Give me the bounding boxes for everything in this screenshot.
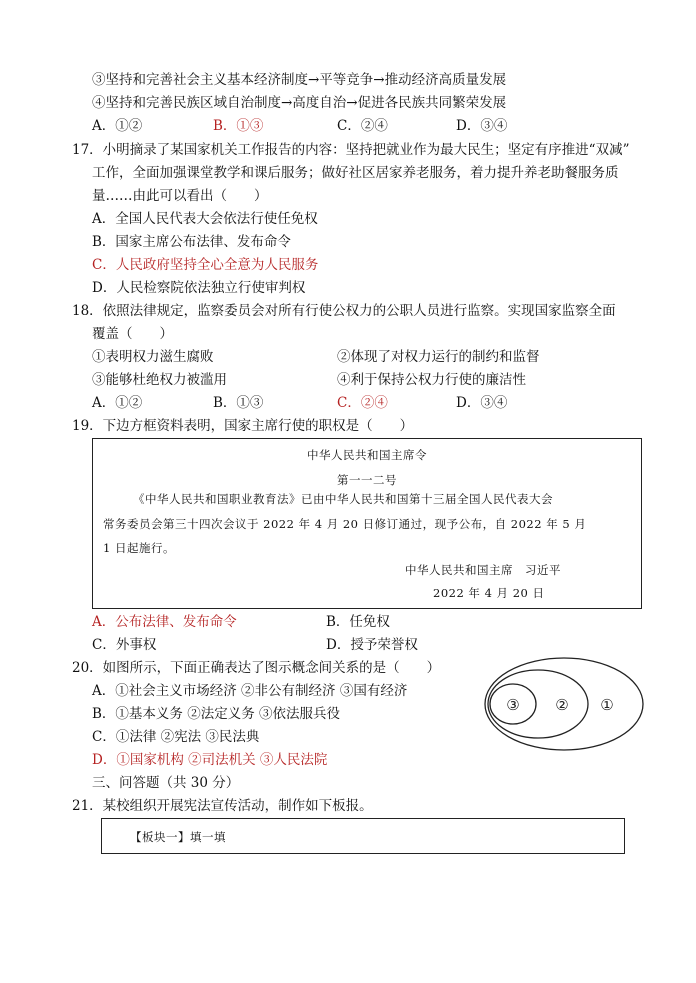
q18-option-c: C．②④ bbox=[337, 395, 388, 411]
board-panel bbox=[101, 818, 625, 854]
q20-option-c: C．①法律 ②宪法 ③民法典 bbox=[92, 729, 260, 745]
q20-option-b: B．①基本义务 ②法定义务 ③依法服兵役 bbox=[92, 706, 341, 722]
statement-4: ④坚持和完善民族区域自治制度→高度自治→促进各民族共同繁荣发展 bbox=[92, 95, 507, 111]
q17-stem-line2: 工作，全面加强课堂教学和课后服务；做好社区居家养老服务，着力提升养老助餐服务质 bbox=[92, 165, 619, 181]
section-heading: 三、问答题（共 30 分） bbox=[92, 775, 240, 791]
decree-paragraph-line1: 《中华人民共和国职业教育法》已由中华人民共和国第十三届全国人民代表大会 bbox=[133, 492, 553, 506]
circle-label-3: ③ bbox=[506, 696, 520, 714]
q18-statement-3: ③能够杜绝权力被滥用 bbox=[92, 372, 227, 388]
board-panel-title: 【板块一】填一填 bbox=[130, 830, 226, 844]
q18-option-b: B．①③ bbox=[213, 395, 264, 411]
option-d: D．③④ bbox=[456, 118, 508, 134]
q18-statement-4: ④利于保持公权力行使的廉洁性 bbox=[337, 372, 526, 388]
statement-3: ③坚持和完善社会主义基本经济制度→平等竞争→推动经济高质量发展 bbox=[92, 72, 507, 88]
decree-number: 第一一二号 bbox=[337, 473, 397, 487]
option-b: B．①③ bbox=[213, 118, 264, 134]
q19-stem: 19．下边方框资料表明，国家主席行使的职权是（ ） bbox=[72, 418, 414, 434]
decree-box bbox=[92, 438, 642, 609]
q18-statement-1: ①表明权力滋生腐败 bbox=[92, 349, 214, 365]
q19-option-b: B．任免权 bbox=[326, 614, 390, 630]
q20-option-a: A．①社会主义市场经济 ②非公有制经济 ③国有经济 bbox=[92, 683, 408, 699]
middle-ellipse bbox=[488, 670, 588, 738]
q17-option-d: D．人民检察院依法独立行使审判权 bbox=[92, 280, 306, 296]
q18-stem-line1: 18．依照法律规定，监察委员会对所有行使公权力的公职人员进行监察。实现国家监察全面 bbox=[72, 303, 616, 319]
q19-option-a: A．公布法律、发布命令 bbox=[92, 614, 237, 630]
q17-option-a: A．全国人民代表大会依法行使任免权 bbox=[92, 211, 318, 227]
q17-option-b: B．国家主席公布法律、发布命令 bbox=[92, 234, 291, 250]
option-c: C．②④ bbox=[337, 118, 388, 134]
decree-signature: 中华人民共和国主席 习近平 bbox=[405, 563, 561, 577]
q18-option-a: A．①② bbox=[92, 395, 143, 411]
q20-stem: 20．如图所示，下面正确表达了图示概念间关系的是（ ） bbox=[72, 660, 441, 676]
q18-statement-2: ②体现了对权力运行的制约和监督 bbox=[337, 349, 540, 365]
q18-stem-line2: 覆盖（ ） bbox=[92, 326, 173, 342]
concept-diagram bbox=[480, 654, 648, 754]
option-a: A．①② bbox=[92, 118, 143, 134]
q19-option-d: D．授予荣誉权 bbox=[326, 637, 418, 653]
q18-option-d: D．③④ bbox=[456, 395, 508, 411]
circle-label-2: ② bbox=[555, 696, 569, 714]
circle-label-1: ① bbox=[600, 696, 614, 714]
q17-stem-line1: 17．小明摘录了某国家机关工作报告的内容：坚持把就业作为最大民生；坚定有序推进“双减” bbox=[72, 142, 630, 158]
q21-stem: 21．某校组织开展宪法宣传活动，制作如下板报。 bbox=[72, 798, 373, 814]
decree-date: 2022 年 4 月 20 日 bbox=[433, 586, 545, 600]
q17-stem-line3: 量……由此可以看出（ ） bbox=[92, 188, 268, 204]
decree-paragraph-line3: 1 日起施行。 bbox=[103, 541, 175, 555]
decree-paragraph-line2: 常务委员会第三十四次会议于 2022 年 4 月 20 日修订通过，现予公布，自 2022 年 5 月 bbox=[103, 517, 587, 531]
q17-option-c: C．人民政府坚持全心全意为人民服务 bbox=[92, 257, 319, 273]
q20-option-d: D．①国家机构 ②司法机关 ③人民法院 bbox=[92, 752, 328, 768]
q19-option-c: C．外事权 bbox=[92, 637, 157, 653]
decree-title: 中华人民共和国主席令 bbox=[307, 448, 427, 462]
